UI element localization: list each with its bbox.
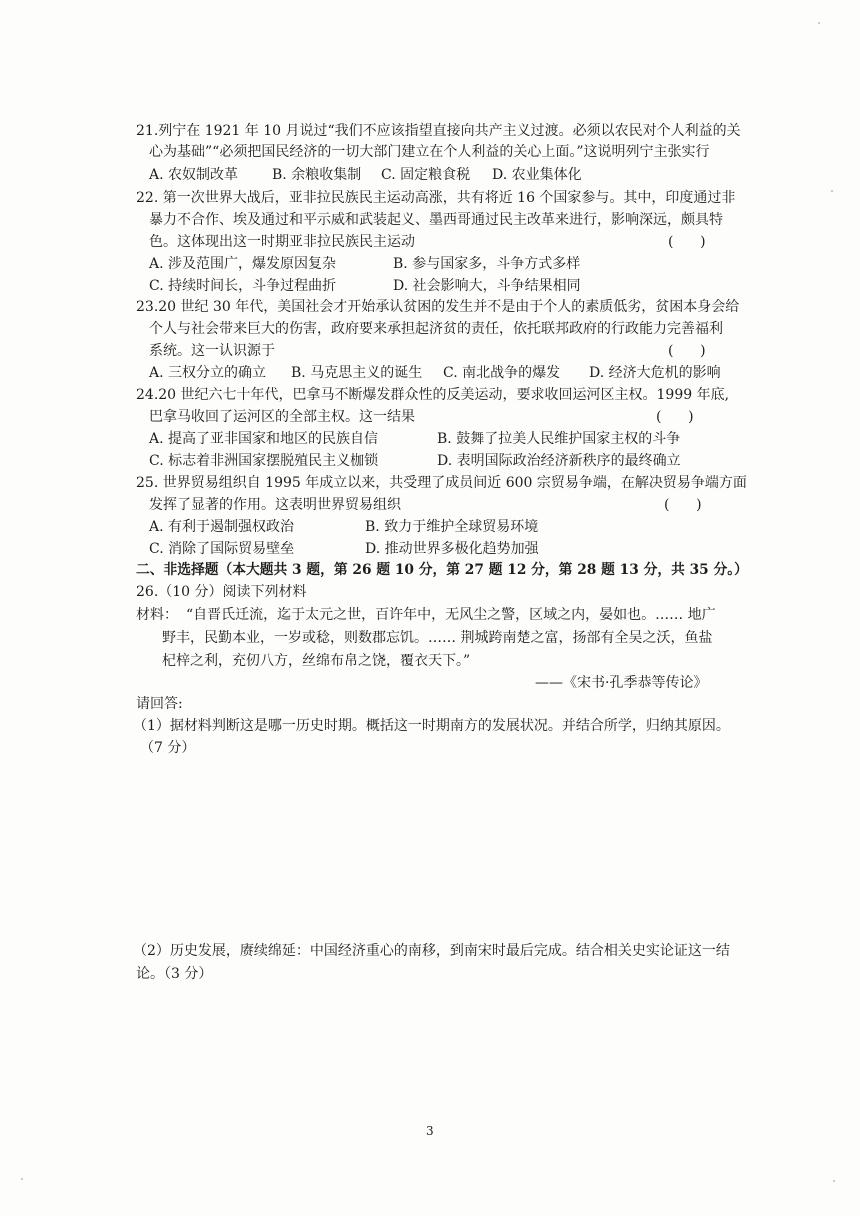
q22-option-b: B. 参与国家多，斗争方式多样 [393,256,581,272]
q24-answer-blank: ( ) [656,409,694,425]
q26-material-label: 材料： [136,607,178,623]
q21-option-a: A. 农奴制改革 [149,167,239,183]
page-number: 3 [426,1124,434,1138]
q26-sub1-line-2: （7 分） [140,740,196,756]
scan-speck [818,22,820,24]
q25-answer-blank: ( ) [664,497,702,513]
q21-option-d: D. 农业集体化 [492,167,582,183]
q24-option-a: A. 提高了亚非国家和地区的民族自信 [149,431,379,447]
q24-stem-line-2: 巴拿马收回了运河区的全部主权。这一结果 [149,409,415,425]
q22-stem-line-1: 22. 第一次世界大战后，亚非拉民族民主运动高涨，共有将近 16 个国家参与。其中，印度通过非 [136,190,736,206]
q25-option-d: D. 推动世界多极化趋势加强 [365,541,539,557]
q23-option-d: D. 经济大危机的影响 [589,365,721,381]
scan-speck [833,1180,835,1182]
q22-option-a: A. 涉及范围广，爆发原因复杂 [149,256,337,272]
q26-prompt: 请回答: [136,696,183,712]
q24-option-d: D. 表明国际政治经济新秩序的最终确立 [437,453,681,469]
q26-material-line-1: “自晋氏迁流，迄于太元之世，百许年中，无风尘之警，区域之内，晏如也。…… 地广 [186,607,716,623]
section-2-heading: 二、非选择题（本大题共 3 题，第 26 题 10 分，第 27 题 12 分，第 28 题 13 分，共 35 分。） [136,562,748,578]
q23-option-a: A. 三权分立的确立 [149,365,267,381]
q21-option-b: B. 余粮收集制 [272,167,362,183]
q24-option-b: B. 鼓舞了拉美人民维护国家主权的斗争 [437,431,681,447]
q23-stem-line-2: 个人与社会带来巨大的伤害，政府要来承担起济贫的责任，依托联邦政府的行政能力完善福利 [149,321,723,337]
q25-stem-line-1: 25. 世界贸易组织自 1995 年成立以来，共受理了成员间近 600 宗贸易争端，在解决贸易争端方面 [136,475,747,491]
q26-sub2-line-2: 论。（3 分） [136,966,213,982]
q26-sub2-line-1: （2）历史发展，赓续绵延：中国经济重心的南移，到南宋时最后完成。结合相关史实论证这一结 [133,943,730,959]
q21-option-c: C. 固定粮食税 [381,167,471,183]
q25-option-a: A. 有利于遏制强权政治 [149,519,295,535]
q26-material-line-3: 杞梓之利，充仞八方，丝绵布帛之饶，覆衣天下。” [162,653,471,669]
q26-source: ——《宋书·孔季恭等传论》 [535,675,708,691]
q22-stem-line-3: 色。这体现出这一时期亚非拉民族民主运动 [149,234,415,250]
q23-option-b: B. 马克思主义的诞生 [291,365,423,381]
q25-option-c: C. 消除了国际贸易壁垒 [149,541,295,557]
q22-answer-blank: ( ) [668,234,706,250]
scan-speck [831,190,833,192]
q22-stem-line-2: 暴力不合作、埃及通过和平示威和武装起义、墨西哥通过民主改革来进行，影响深远，颇具特 [149,212,723,228]
q26-title: 26.（10 分）阅读下列材料 [136,584,307,600]
q26-sub1-line-1: （1）据材料判断这是哪一历史时期。概括这一时期南方的发展状况。并结合所学，归纳其原因。 [133,718,730,734]
q22-option-c: C. 持续时间长，斗争过程曲折 [149,278,337,294]
q21-stem-line-2: 心为基础”“必须把国民经济的一切大部门建立在个人利益的关心上面。”这说明列宁主张实行 [149,144,710,160]
q26-material-line-2: 野丰，民勤本业，一岁或稔，则数郡忘饥。…… 荆城跨南楚之富，扬部有全吴之沃，鱼盐 [162,630,713,646]
scan-speck [21,1178,23,1180]
q25-option-b: B. 致力于维护全球贸易环境 [365,519,539,535]
q23-stem-line-3: 系统。这一认识源于 [149,343,275,359]
q24-stem-line-1: 24.20 世纪六七十年代，巴拿马不断爆发群众性的反美运动，要求收回运河区主权。1999 年底, [136,387,730,403]
q22-option-d: D. 社会影响大，斗争结果相同 [393,278,581,294]
q24-option-c: C. 标志着非洲国家摆脱殖民主义枷锁 [149,453,379,469]
q25-stem-line-2: 发挥了显著的作用。这表明世界贸易组织 [149,497,401,513]
q23-answer-blank: ( ) [668,343,706,359]
q23-option-c: C. 南北战争的爆发 [443,365,561,381]
q23-stem-line-1: 23.20 世纪 30 年代，美国社会才开始承认贫困的发生并不是由于个人的素质低劣，贫困本身会给 [136,299,740,315]
q21-stem-line-1: 21.列宁在 1921 年 10 月说过“我们不应该指望直接向共产主义过渡。必须以农民对个人利益的关 [136,123,741,139]
